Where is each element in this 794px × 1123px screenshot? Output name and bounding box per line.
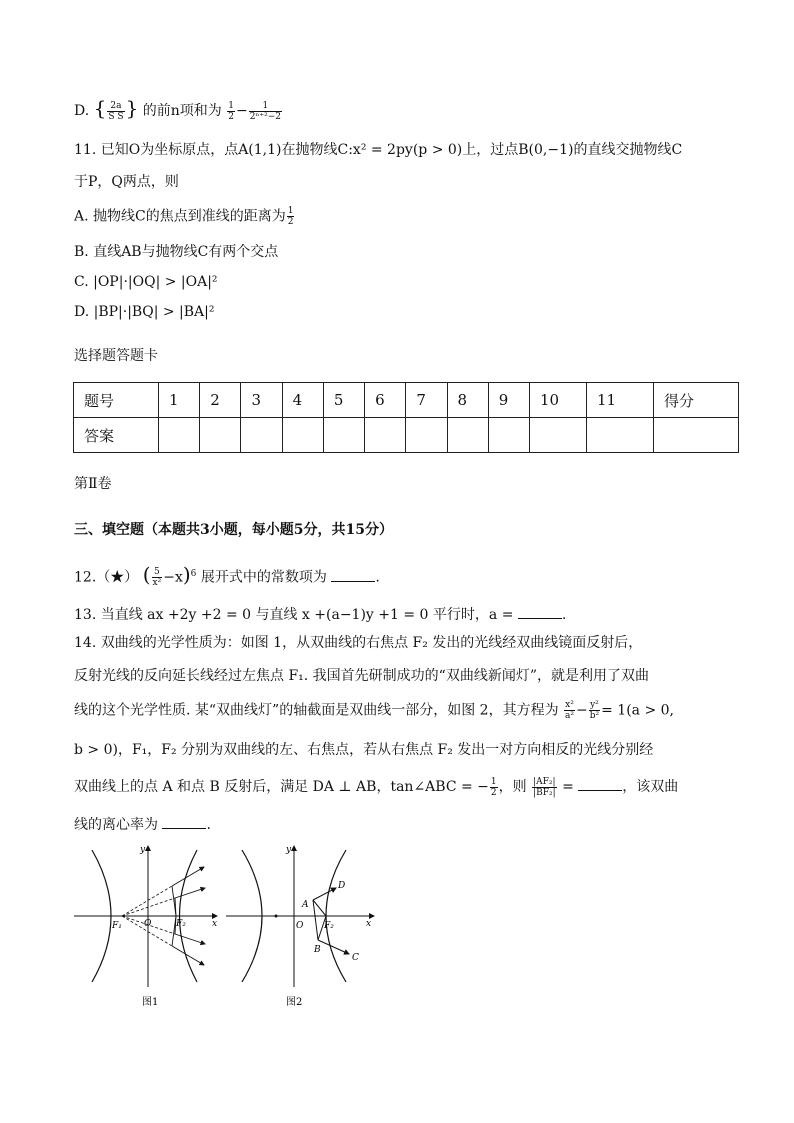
table-cell: 9 — [488, 383, 529, 418]
answer-blank[interactable] — [162, 814, 206, 829]
q14-line3-tail: = 1(a > 0, — [601, 702, 675, 719]
left-paren: ( — [142, 562, 151, 587]
left-brace: { — [93, 96, 107, 120]
fraction: $\frac{2a}{\text{S S}}$ — [108, 100, 124, 122]
table-cell: 答案 — [74, 418, 159, 453]
fraction-tail: $\frac{1}{\text{2ⁿ⁺²−2}}$ — [249, 100, 281, 122]
label-c: C — [352, 953, 359, 963]
q14-line5-mid: ，则 — [498, 779, 527, 795]
answer-cell[interactable] — [159, 418, 200, 453]
fraction: $\frac{\text{x²}}{\text{a²}}$ — [565, 700, 575, 721]
table-cell: 6 — [365, 383, 406, 418]
label-b: B — [314, 945, 321, 955]
q11-option-a — [74, 206, 295, 227]
period: . — [561, 607, 567, 623]
q11-stem-line1: 11. 已知O为坐标原点，点A(1,1)在抛物线C:x² = 2py(p > 0)上，过点B(0,−1)的直线交抛物线C — [74, 142, 683, 158]
label-y: y — [140, 845, 146, 855]
fraction: $\frac{5}{\text{x²}}$ — [152, 567, 162, 589]
fraction: $\frac{\text{y²}}{\text{b²}}$ — [589, 700, 600, 721]
label-f1: F₁ — [112, 921, 122, 931]
right-brace: } — [125, 96, 139, 120]
label-o: O — [144, 919, 152, 929]
label-f2: F₂ — [324, 921, 334, 931]
fraction-half: $\frac{1}{2}$ — [228, 100, 234, 122]
q14-line5-end: ，该双曲 — [622, 779, 679, 795]
fraction: $\frac{1}{2}$ — [287, 206, 294, 227]
exponent: 6 — [190, 569, 197, 579]
answer-cell[interactable] — [365, 418, 406, 453]
table-cell: 4 — [282, 383, 323, 418]
figure-1-caption: 图1 — [142, 997, 159, 1008]
answer-blank[interactable] — [518, 604, 562, 619]
answer-cell[interactable] — [654, 418, 739, 453]
figure-2-caption: 图2 — [286, 997, 303, 1008]
table-cell: 8 — [447, 383, 488, 418]
answer-card-table — [73, 382, 739, 453]
fraction: $\frac{1}{2}$ — [490, 776, 497, 798]
q11-stem-line2: 于P，Q两点，则 — [74, 174, 179, 190]
answer-card-title: 选择题答题卡 — [74, 348, 158, 364]
q14-line1: 14. 双曲线的光学性质为：如图 1，从双曲线的右焦点 F₂ 发出的光线经双曲线镜面反射后， — [74, 635, 643, 651]
q11-option-d: D. |BP|·|BQ| > |BA|² — [74, 304, 215, 320]
answer-cell[interactable] — [406, 418, 447, 453]
part-heading: 第Ⅱ卷 — [74, 476, 112, 492]
q11-option-b: B. 直线AB与抛物线C有两个交点 — [74, 244, 279, 260]
table-cell: 2 — [200, 383, 241, 418]
option-text: 的前n项和为 — [142, 103, 222, 119]
label-d: D — [338, 881, 346, 891]
table-cell: 得分 — [654, 383, 739, 418]
q11-option-c: C. |OP|·|OQ| > |OA|² — [74, 274, 218, 290]
label-x: x — [366, 919, 372, 929]
table-row — [74, 383, 739, 418]
table-cell: 10 — [530, 383, 587, 418]
answer-blank[interactable] — [331, 567, 375, 582]
right-paren: ) — [182, 562, 191, 587]
section-heading: 三、填空题（本题共3小题，每小题5分，共15分） — [74, 522, 393, 538]
table-cell: 7 — [406, 383, 447, 418]
label-f2: F₂ — [176, 919, 186, 929]
figure-1 — [72, 842, 222, 1012]
answer-cell[interactable] — [530, 418, 587, 453]
answer-cell[interactable] — [488, 418, 529, 453]
q12 — [74, 564, 380, 588]
q14-line6 — [74, 814, 211, 835]
q14-line2: 反射光线的反向延长线经过左焦点 F₁. 我国首先研制成功的“双曲线新闻灯”，就是利用了双曲 — [74, 668, 649, 684]
q14-line4: b > 0)，F₁，F₂ 分别为双曲线的左、右焦点，若从右焦点 F₂ 发出一对方向相反的光线分别经 — [74, 742, 654, 758]
answer-cell[interactable] — [447, 418, 488, 453]
q13-text: 13. 当直线 ax +2y +2 = 0 与直线 x +(a−1)y +1 = 0 平行时，a = — [74, 607, 514, 623]
option-a-text: A. 抛物线C的焦点到准线的距离为 — [74, 208, 286, 225]
answer-cell[interactable] — [241, 418, 282, 453]
table-row — [74, 418, 739, 453]
label-y: y — [286, 845, 292, 855]
q12-number: 12.（★） — [74, 569, 139, 586]
period: . — [375, 569, 380, 586]
table-cell: 11 — [587, 383, 654, 418]
equals: = — [562, 779, 574, 795]
answer-cell[interactable] — [200, 418, 241, 453]
q14-line6-text: 线的离心率为 — [74, 817, 158, 833]
figure-2 — [224, 842, 384, 1012]
option-letter: D. — [74, 103, 90, 119]
q14-line5-text: 双曲线上的点 A 和点 B 反射后，满足 DA ⊥ AB，tan∠ABC = − — [74, 779, 489, 795]
table-cell: 5 — [323, 383, 364, 418]
prev-option-d: D. { $\frac{2a}{\text{S S}}$ } 的前n项和为 $\frac{1}{2}$ − $\frac{1}{\text{2ⁿ⁺²−2}}$ — [74, 96, 281, 122]
answer-blank[interactable] — [578, 776, 622, 791]
answer-cell[interactable] — [323, 418, 364, 453]
q14-line3-text: 线的这个光学性质. 某“双曲线灯”的轴截面是双曲线一部分，如图 2，其方程为 — [74, 702, 559, 719]
label-x: x — [212, 919, 218, 929]
q12-text: 展开式中的常数项为 — [200, 569, 327, 586]
q14-line3: 线的这个光学性质. 某“双曲线灯”的轴截面是双曲线一部分，如图 2，其方程为 $\frac{\text{x²}}{\text{a²}}$ − $\frac{\text{y²}}{\text{b²}}$ = 1(a > 0, — [74, 700, 675, 721]
fraction: $\frac{\text{|AF₂|}}{\text{|BF₂|}}$ — [533, 776, 556, 798]
q12-inner: −x — [163, 569, 183, 586]
period: . — [206, 817, 211, 833]
table-cell: 3 — [241, 383, 282, 418]
q14-line5 — [74, 776, 678, 798]
q13 — [74, 604, 566, 625]
table-cell: 1 — [159, 383, 200, 418]
answer-cell[interactable] — [282, 418, 323, 453]
answer-cell[interactable] — [587, 418, 654, 453]
label-a: A — [302, 900, 309, 910]
table-cell: 题号 — [74, 383, 159, 418]
label-o: O — [296, 921, 304, 931]
